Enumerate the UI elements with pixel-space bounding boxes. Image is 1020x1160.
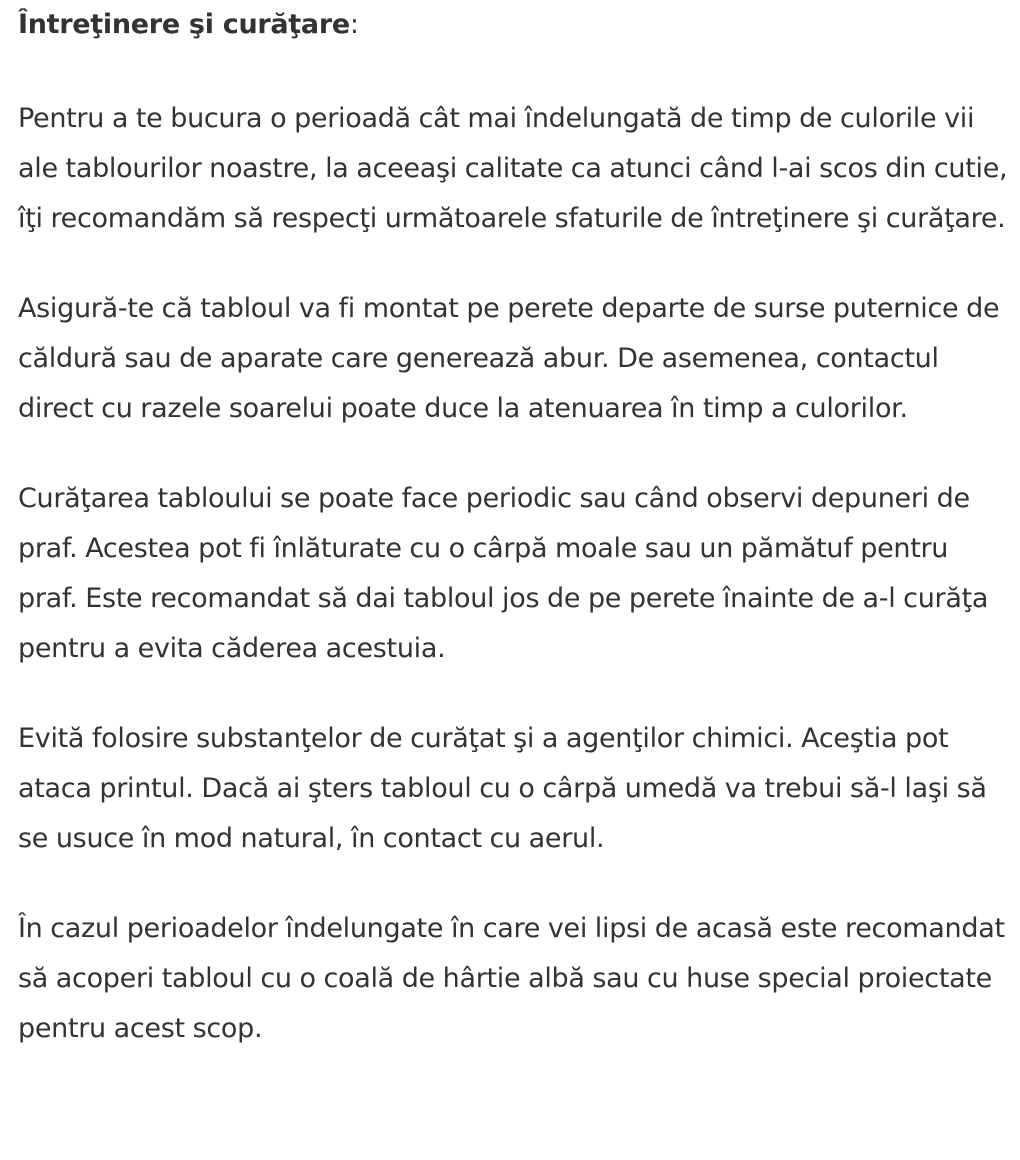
paragraph-absence: În cazul perioadelor îndelungate în care vei lipsi de acasă este recomandat să acoperi tabloul cu o coală de hârtie albă sau cu huse special proiectate pentru acest scop. [18,913,1005,1044]
paragraph-intro: Pentru a te bucura o perioadă cât mai îndelungată de timp de culorile vii ale tablourilor noastre, la aceeaşi calitate ca atunci când l-ai scos din cutie, îţi recomandăm să respecţi următoarele sfaturile de întreţinere şi curăţare. [18,103,1008,234]
section-heading [18,0,1008,44]
paragraph-chemicals: Evită folosire substanţelor de curăţat şi a agenţilor chimici. Aceştia pot ataca printul. Dacă ai şters tabloul cu o cârpă umedă va trebui să-l laşi să se usuce în mod natural, în contact cu aerul. [18,723,987,854]
paragraph-placement: Asigură-te că tabloul va fi montat pe perete departe de surse puternice de căldură sau de aparate care generează abur. De asemenea, contactul direct cu razele soarelui poate duce la atenuarea în timp a culorilor. [18,293,1000,424]
section-heading-colon: : [349,9,359,40]
article-content [18,0,1008,1054]
paragraph-cleaning: Curăţarea tabloului se poate face periodic sau când observi depuneri de praf. Acestea pot fi înlăturate cu o cârpă moale sau un pămătuf pentru praf. Este recomandat să dai tabloul jos de pe perete înainte de a-l curăţa pentru a evita căderea acestuia. [18,483,989,664]
section-heading-title: Întreţinere şi curăţare [18,9,350,40]
